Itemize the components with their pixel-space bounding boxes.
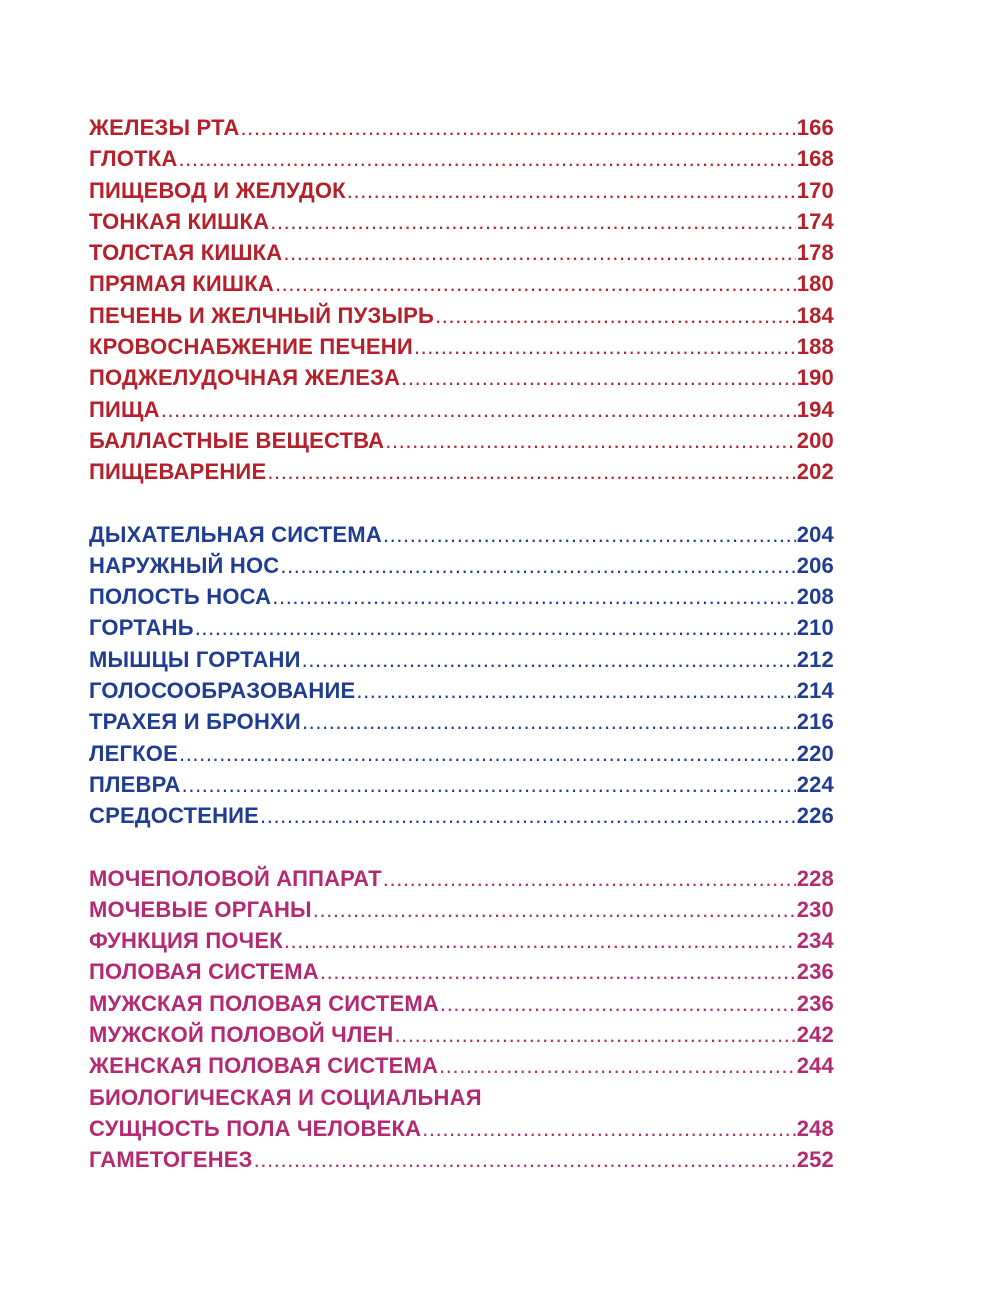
- toc-entry[interactable]: [89, 581, 834, 612]
- dot-leader: [302, 644, 796, 675]
- toc-entry[interactable]: [89, 1019, 834, 1050]
- dot-leader: [254, 1144, 796, 1175]
- dot-leader: [182, 769, 796, 800]
- toc-entry[interactable]: [89, 956, 834, 987]
- toc-entry[interactable]: [89, 894, 834, 925]
- dot-leader: [435, 300, 796, 331]
- toc-entry[interactable]: [89, 425, 834, 456]
- toc-entry-title-line[interactable]: [89, 1082, 834, 1113]
- dot-leader: [440, 988, 796, 1019]
- dot-leader: [302, 706, 796, 737]
- toc-section-respiratory: [89, 519, 834, 832]
- dot-leader: [195, 612, 796, 643]
- toc-entry[interactable]: [89, 612, 834, 643]
- toc-entry-title: КРОВОСНАБЖЕНИЕ ПЕЧЕНИ: [89, 334, 413, 360]
- toc-entry-page: 170: [796, 177, 834, 203]
- toc-entry[interactable]: [89, 112, 834, 143]
- toc-entry[interactable]: [89, 706, 834, 737]
- toc-entry-page: 212: [796, 646, 834, 672]
- toc-section-urogenital: [89, 863, 834, 1176]
- toc-entry[interactable]: [89, 1144, 834, 1175]
- toc-entry-page: 234: [796, 928, 834, 954]
- dot-leader: [422, 1113, 796, 1144]
- dot-leader: [320, 956, 796, 987]
- toc-entry-page: 174: [796, 208, 834, 234]
- dot-leader: [267, 456, 795, 487]
- toc-entry[interactable]: [89, 237, 834, 268]
- toc-entry[interactable]: [89, 394, 834, 425]
- toc-entry-page: 224: [796, 771, 834, 797]
- dot-leader: [414, 331, 796, 362]
- toc-entry-title: МУЖСКАЯ ПОЛОВАЯ СИСТЕМА: [89, 990, 439, 1016]
- dot-leader: [260, 800, 796, 831]
- toc-entry[interactable]: [89, 300, 834, 331]
- toc-entry-title: ДЫХАТЕЛЬНАЯ СИСТЕМА: [89, 521, 382, 547]
- toc-entry-title: ГОРТАНЬ: [89, 615, 194, 641]
- toc-entry-title: ТОЛСТАЯ КИШКА: [89, 240, 283, 266]
- dot-leader: [272, 581, 795, 612]
- toc-entry-page: 226: [796, 803, 834, 829]
- dot-leader: [401, 362, 796, 393]
- toc-entry-title: БАЛЛАСТНЫЕ ВЕЩЕСТВА: [89, 427, 385, 453]
- toc-entry[interactable]: [89, 925, 834, 956]
- toc-entry-title: ГЛОТКА: [89, 146, 178, 172]
- dot-leader: [280, 550, 795, 581]
- toc-entry-title: ПЛЕВРА: [89, 771, 181, 797]
- toc-entry-title: ПЕЧЕНЬ И ЖЕЛЧНЫЙ ПУЗЫРЬ: [89, 302, 435, 328]
- dot-leader: [270, 206, 795, 237]
- toc-entry-page: 214: [796, 678, 834, 704]
- toc-entry-page: 168: [796, 146, 834, 172]
- toc-entry[interactable]: [89, 1050, 834, 1081]
- toc-entry-title: СРЕДОСТЕНИЕ: [89, 803, 260, 829]
- toc-entry-page: 236: [796, 990, 834, 1016]
- toc-entry-page: 190: [796, 365, 834, 391]
- toc-entry-title: МЫШЦЫ ГОРТАНИ: [89, 646, 301, 672]
- toc-entry-title: ГАМЕТОГЕНЕЗ: [89, 1147, 253, 1173]
- dot-leader: [313, 894, 796, 925]
- toc-entry-page: 178: [796, 240, 834, 266]
- toc-entry-title: НАРУЖНЫЙ НОС: [89, 552, 280, 578]
- toc-entry[interactable]: [89, 863, 834, 894]
- toc-entry[interactable]: [89, 143, 834, 174]
- toc-entry-title: ПОДЖЕЛУДОЧНАЯ ЖЕЛЕЗА: [89, 365, 401, 391]
- toc-entry-page: 248: [796, 1115, 834, 1141]
- toc-entry[interactable]: [89, 675, 834, 706]
- toc-entry-page: 188: [796, 334, 834, 360]
- toc-entry-page: 230: [796, 896, 834, 922]
- toc-entry-title: МОЧЕПОЛОВОЙ АППАРАТ: [89, 865, 382, 891]
- toc-entry-title: ПРЯМАЯ КИШКА: [89, 271, 274, 297]
- toc-entry[interactable]: [89, 644, 834, 675]
- toc-entry[interactable]: [89, 268, 834, 299]
- dot-leader: [178, 143, 795, 174]
- toc-entry-title: БИОЛОГИЧЕСКАЯ И СОЦИАЛЬНАЯ: [89, 1084, 482, 1110]
- toc-entry[interactable]: [89, 769, 834, 800]
- toc-entry-page: 236: [796, 959, 834, 985]
- dot-leader: [356, 675, 795, 706]
- toc-entry-page: 202: [796, 459, 834, 485]
- toc-entry-page: 216: [796, 709, 834, 735]
- toc-entry[interactable]: [89, 988, 834, 1019]
- toc-entry-title: ФУНКЦИЯ ПОЧЕК: [89, 928, 283, 954]
- toc-entry-page: 166: [796, 115, 834, 140]
- dot-leader: [439, 1050, 796, 1081]
- dot-leader: [275, 268, 796, 299]
- toc-entry-title: МОЧЕВЫЕ ОРГАНЫ: [89, 896, 312, 922]
- dot-leader: [240, 112, 795, 143]
- table-of-contents: [89, 112, 834, 1176]
- toc-entry-page: 210: [796, 615, 834, 641]
- toc-entry-page: 206: [796, 552, 834, 578]
- dot-leader: [161, 394, 796, 425]
- toc-entry-page: 244: [796, 1053, 834, 1079]
- toc-entry-title: ГОЛОСООБРАЗОВАНИЕ: [89, 678, 356, 704]
- toc-entry-title: ЛЕГКОЕ: [89, 740, 178, 766]
- toc-entry[interactable]: [89, 175, 834, 206]
- toc-entry-page: 228: [796, 865, 834, 891]
- toc-entry-title: СУЩНОСТЬ ПОЛА ЧЕЛОВЕКА: [89, 1115, 422, 1141]
- dot-leader: [385, 425, 795, 456]
- dot-leader: [383, 519, 796, 550]
- toc-entry-page: 252: [796, 1147, 834, 1173]
- toc-entry-page: 208: [796, 584, 834, 610]
- toc-entry-title: ТОНКАЯ КИШКА: [89, 208, 270, 234]
- toc-entry-page: 194: [796, 396, 834, 422]
- toc-entry-title: ПИЩЕВОД И ЖЕЛУДОК: [89, 177, 346, 203]
- toc-entry-page: 200: [796, 427, 834, 453]
- toc-entry[interactable]: [89, 206, 834, 237]
- toc-entry[interactable]: [89, 456, 834, 487]
- toc-entry[interactable]: [89, 550, 834, 581]
- dot-leader: [283, 237, 795, 268]
- toc-entry-title: ЖЕНСКАЯ ПОЛОВАЯ СИСТЕМА: [89, 1053, 439, 1079]
- toc-entry-title: ПОЛОСТЬ НОСА: [89, 584, 272, 610]
- toc-entry[interactable]: [89, 519, 834, 550]
- toc-entry-page: 242: [796, 1022, 834, 1048]
- dot-leader: [179, 738, 796, 769]
- dot-leader: [394, 1019, 795, 1050]
- toc-entry[interactable]: [89, 362, 834, 393]
- toc-entry[interactable]: [89, 738, 834, 769]
- toc-entry-title: ПИЩА: [89, 396, 160, 422]
- toc-entry-title: МУЖСКОЙ ПОЛОВОЙ ЧЛЕН: [89, 1022, 394, 1048]
- toc-entry-page: 184: [796, 302, 834, 328]
- toc-entry-title: ТРАХЕЯ И БРОНХИ: [89, 709, 301, 735]
- dot-leader: [383, 863, 796, 894]
- toc-entry-page: 220: [796, 740, 834, 766]
- toc-entry-title: ЖЕЛЕЗЫ РТА: [89, 115, 240, 140]
- toc-entry-page: 180: [796, 271, 834, 297]
- dot-leader: [347, 175, 796, 206]
- toc-section-digestive: [89, 112, 834, 488]
- toc-entry-page: 204: [796, 521, 834, 547]
- toc-entry[interactable]: [89, 1113, 834, 1144]
- dot-leader: [284, 925, 796, 956]
- toc-entry-title: ПОЛОВАЯ СИСТЕМА: [89, 959, 319, 985]
- toc-entry-title: ПИЩЕВАРЕНИЕ: [89, 459, 267, 485]
- toc-entry[interactable]: [89, 800, 834, 831]
- toc-entry[interactable]: [89, 331, 834, 362]
